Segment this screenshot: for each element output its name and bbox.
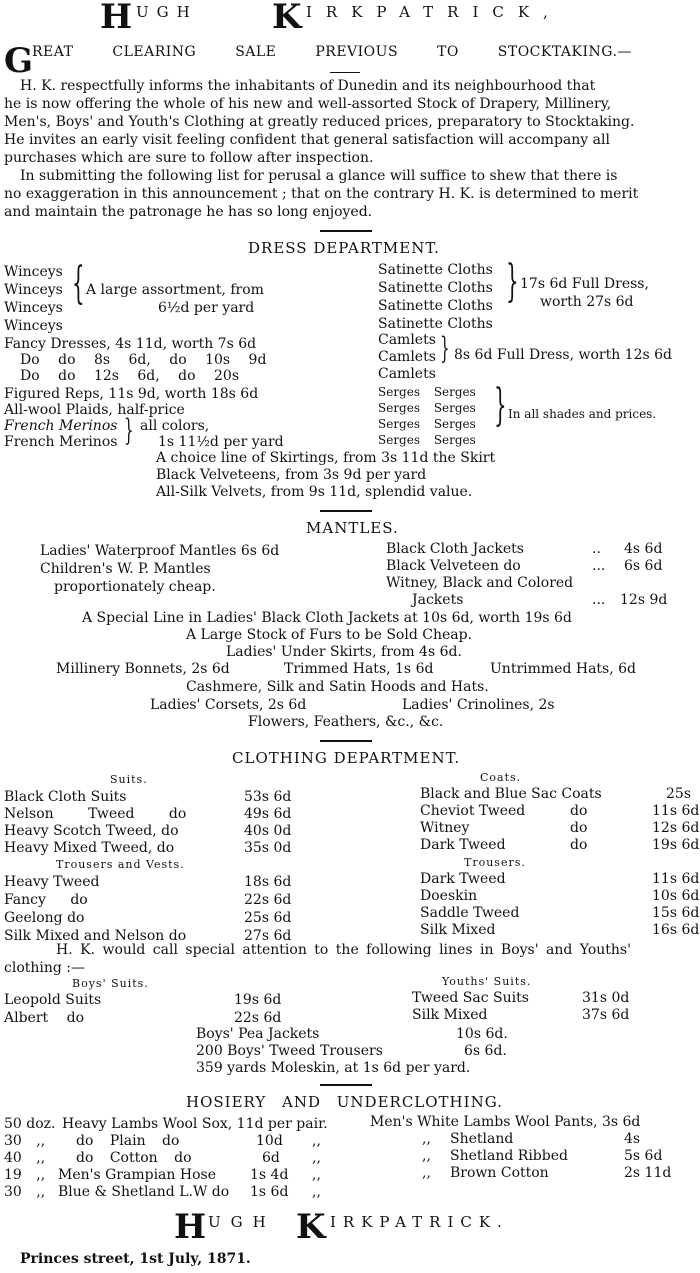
mantles-right-price: 6s 6d bbox=[624, 558, 663, 574]
trousers-price: 11s 6d bbox=[652, 871, 700, 887]
boys-price: 19s 6d bbox=[234, 992, 282, 1008]
witney-dots: ... bbox=[592, 592, 606, 608]
divider bbox=[320, 230, 372, 232]
merinos-desc: all colors, bbox=[140, 418, 210, 434]
satinette-desc: worth 27s 6d bbox=[540, 294, 634, 310]
winceys-item: Winceys bbox=[4, 282, 63, 298]
pants-label: Shetland bbox=[450, 1131, 514, 1147]
merinos-desc: 1s 11½d per yard bbox=[158, 434, 284, 450]
pants-price: 4s bbox=[624, 1131, 641, 1147]
trousers-label: Silk Mixed bbox=[420, 922, 496, 938]
coat-price: 12s 6d bbox=[652, 820, 700, 836]
winceys-desc: 6½d per yard bbox=[158, 300, 255, 316]
coat-do: do bbox=[570, 803, 588, 819]
camlets-item: Camlets bbox=[378, 366, 436, 382]
coat-price: 19s 6d bbox=[652, 837, 700, 853]
witney-line: Jackets bbox=[412, 592, 464, 608]
satinette-item: Satinette Cloths bbox=[378, 316, 493, 332]
header-ugh: UGH bbox=[136, 3, 198, 21]
flowers-line: Flowers, Feathers, &c., &c. bbox=[248, 714, 444, 730]
coat-label: Cheviot Tweed bbox=[420, 803, 526, 819]
mantles-right-dots: .. bbox=[592, 541, 601, 557]
camlets-desc: 8s 6d Full Dress, worth 12s 6d bbox=[454, 347, 672, 363]
header-initial-k: K bbox=[272, 0, 302, 37]
suit-label: Nelson Tweed do bbox=[4, 806, 187, 822]
footer-irkpatrick: IRKPATRICK. bbox=[330, 1213, 509, 1231]
brace-icon: } bbox=[494, 380, 507, 431]
tv-price: 25s 6d bbox=[244, 910, 292, 926]
winceys-item: Winceys bbox=[4, 264, 63, 280]
hosiery-price: 10d bbox=[256, 1133, 283, 1149]
mantles-left-line: Children's W. P. Mantles bbox=[40, 561, 211, 577]
satinette-item: Satinette Cloths bbox=[378, 280, 493, 296]
header-initial-h: H bbox=[100, 0, 133, 37]
mantles-right-label: Black Velveteen do bbox=[386, 558, 521, 574]
youths-subtitle: Youths' Suits. bbox=[442, 975, 532, 988]
hosiery-label: Heavy Lambs Wool Sox, 11d per pair. bbox=[62, 1116, 328, 1132]
suit-price: 49s 6d bbox=[244, 806, 292, 822]
suit-label: Black Cloth Suits bbox=[4, 789, 127, 805]
hosiery-price: 1s 6d bbox=[250, 1184, 289, 1200]
special-line: A Special Line in Ladies' Black Cloth Jackets at 10s 6d, worth 19s 6d bbox=[82, 610, 572, 626]
trousers-price: 10s 6d bbox=[652, 888, 700, 904]
french-merinos: French Merinos bbox=[4, 418, 118, 434]
extra-label: Boys' Pea Jackets bbox=[196, 1026, 320, 1042]
pants-mark: ,, bbox=[422, 1131, 431, 1147]
pants-price: 5s 6d bbox=[624, 1148, 663, 1164]
extra-price: 6s 6d. bbox=[464, 1043, 507, 1059]
coat-do: do bbox=[570, 837, 588, 853]
youths-price: 37s 6d bbox=[582, 1007, 630, 1023]
footer-initial-k: K bbox=[296, 1207, 326, 1247]
mantles-title: MANTLES. bbox=[306, 519, 399, 537]
pants-mark: ,, bbox=[422, 1165, 431, 1181]
pants-head: Men's White Lambs Wool Pants, 3s 6d bbox=[370, 1114, 641, 1130]
serges-item: Serges Serges bbox=[378, 385, 476, 399]
footer-ugh: UGH bbox=[208, 1213, 276, 1231]
trousers-label: Doeskin bbox=[420, 888, 478, 904]
tv-label: Silk Mixed and Nelson do bbox=[4, 928, 187, 944]
sale-heading: REAT CLEARING SALE PREVIOUS TO STOCKTAKING.— bbox=[32, 44, 632, 60]
pants-mark: ,, bbox=[422, 1148, 431, 1164]
boys-price: 22s 6d bbox=[234, 1010, 282, 1026]
all-wool-plaids: All-wool Plaids, half-price bbox=[4, 402, 185, 418]
velveteens-line: Black Velveteens, from 3s 9d per yard bbox=[156, 467, 427, 483]
intro-line: purchases which are sure to follow after inspection. bbox=[4, 150, 374, 166]
coat-label: Dark Tweed bbox=[420, 837, 506, 853]
hosiery-qty: 50 doz. bbox=[4, 1116, 56, 1132]
brace-icon: { bbox=[72, 258, 85, 309]
suit-label: Heavy Mixed Tweed, do bbox=[4, 840, 175, 856]
brace-icon: } bbox=[440, 331, 450, 366]
hosiery-mark: ,, bbox=[312, 1167, 321, 1183]
trousers-price: 15s 6d bbox=[652, 905, 700, 921]
intro-line: he is now offering the whole of his new and well-assorted Stock of Drapery, Millinery, bbox=[4, 96, 612, 112]
fancy-dress-line: Do do 8s 6d, do 10s 9d bbox=[20, 352, 267, 368]
hoods-line: Cashmere, Silk and Satin Hoods and Hats. bbox=[186, 679, 489, 695]
satinette-item: Satinette Cloths bbox=[378, 262, 493, 278]
brace-icon: } bbox=[506, 256, 519, 307]
crinolines-line: Ladies' Crinolines, 2s bbox=[402, 697, 555, 713]
clothing-title: CLOTHING DEPARTMENT. bbox=[232, 749, 461, 767]
pants-label: Shetland Ribbed bbox=[450, 1148, 568, 1164]
trousers-label: Dark Tweed bbox=[420, 871, 506, 887]
velvets-line: All-Silk Velvets, from 9s 11d, splendid value. bbox=[156, 484, 473, 500]
hosiery-mark: ,, bbox=[312, 1133, 321, 1149]
tv-label: Heavy Tweed bbox=[4, 874, 100, 890]
tv-price: 27s 6d bbox=[244, 928, 292, 944]
hosiery-price: 1s 4d bbox=[250, 1167, 289, 1183]
footer-address: Princes street, 1st July, 1871. bbox=[20, 1251, 251, 1267]
sale-initial: G bbox=[4, 41, 34, 81]
witney-price: 12s 9d bbox=[620, 592, 668, 608]
intro-line: In submitting the following list for perusal a glance will suffice to shew that there is bbox=[20, 168, 618, 184]
coat-price: 11s 6d bbox=[652, 803, 700, 819]
tv-price: 22s 6d bbox=[244, 892, 292, 908]
hosiery-qty: 30 ,, bbox=[4, 1133, 46, 1149]
camlets-item: Camlets bbox=[378, 332, 436, 348]
coat-price: 25s bbox=[666, 786, 691, 802]
tv-price: 18s 6d bbox=[244, 874, 292, 890]
brace-icon: } bbox=[124, 413, 134, 448]
tv-label: Fancy do bbox=[4, 892, 88, 908]
winceys-desc: A large assortment, from bbox=[86, 282, 264, 298]
tv-label: Geelong do bbox=[4, 910, 85, 926]
satinette-item: Satinette Cloths bbox=[378, 298, 493, 314]
suit-price: 40s 0d bbox=[244, 823, 292, 839]
hosiery-label: do Plain do bbox=[76, 1133, 180, 1149]
intro-line: H. K. respectfully informs the inhabitants of Dunedin and its neighbourhood that bbox=[20, 78, 596, 94]
suit-label: Heavy Scotch Tweed, do bbox=[4, 823, 179, 839]
fancy-dress-line: Fancy Dresses, 4s 11d, worth 7s 6d bbox=[4, 336, 257, 352]
boys-label: Leopold Suits bbox=[4, 992, 102, 1008]
winceys-item: Winceys bbox=[4, 318, 63, 334]
hosiery-qty: 19 ,, bbox=[4, 1167, 46, 1183]
pants-price: 2s 11d bbox=[624, 1165, 672, 1181]
youths-label: Tweed Sac Suits bbox=[412, 990, 529, 1006]
skirtings-line: A choice line of Skirtings, from 3s 11d the Skirt bbox=[156, 450, 496, 466]
suit-price: 35s 0d bbox=[244, 840, 292, 856]
camlets-item: Camlets bbox=[378, 349, 436, 365]
witney-line: Witney, Black and Colored bbox=[386, 575, 574, 591]
under-skirts-line: Ladies' Under Skirts, from 4s 6d. bbox=[226, 644, 462, 660]
youths-label: Silk Mixed bbox=[412, 1007, 488, 1023]
corsets-line: Ladies' Corsets, 2s 6d bbox=[150, 697, 307, 713]
trousers-price: 16s 6d bbox=[652, 922, 700, 938]
intro-line: no exaggeration in this announcement ; that on the contrary H. K. is determined to merit bbox=[4, 186, 639, 202]
trimmed-hats: Trimmed Hats, 1s 6d bbox=[284, 661, 434, 677]
hosiery-qty: 30 ,, bbox=[4, 1184, 46, 1200]
moleskin-line: 359 yards Moleskin, at 1s 6d per yard. bbox=[196, 1060, 471, 1076]
serges-item: Serges Serges bbox=[378, 417, 476, 431]
footer-initial-h: H bbox=[174, 1207, 207, 1247]
furs-line: A Large Stock of Furs to be Sold Cheap. bbox=[186, 627, 473, 643]
suits-subtitle: Suits. bbox=[110, 773, 148, 786]
serges-desc: In all shades and prices. bbox=[508, 407, 657, 421]
hosiery-title: HOSIERY AND UNDERCLOTHING. bbox=[186, 1093, 503, 1111]
extra-label: 200 Boys' Tweed Trousers bbox=[196, 1043, 383, 1059]
boys-label: Albert do bbox=[4, 1010, 84, 1026]
hosiery-price: 6d bbox=[262, 1150, 280, 1166]
untrimmed-hats: Untrimmed Hats, 6d bbox=[490, 661, 636, 677]
fancy-dress-line: Do do 12s 6d, do 20s bbox=[20, 368, 240, 384]
mantles-left-line: proportionately cheap. bbox=[54, 579, 216, 595]
trousers-label: Saddle Tweed bbox=[420, 905, 520, 921]
hosiery-label: Blue & Shetland L.W do bbox=[58, 1184, 230, 1200]
dress-title: DRESS DEPARTMENT. bbox=[248, 239, 440, 257]
millinery-bonnets: Millinery Bonnets, 2s 6d bbox=[56, 661, 230, 677]
suit-price: 53s 6d bbox=[244, 789, 292, 805]
divider bbox=[330, 72, 360, 73]
extra-price: 10s 6d. bbox=[456, 1026, 508, 1042]
coats-subtitle: Coats. bbox=[480, 771, 522, 784]
divider bbox=[320, 510, 372, 512]
trousers-subtitle: Trousers. bbox=[464, 856, 526, 869]
trousers-vests-subtitle: Trousers and Vests. bbox=[56, 858, 185, 871]
pants-label: Brown Cotton bbox=[450, 1165, 549, 1181]
hosiery-label: Men's Grampian Hose bbox=[58, 1167, 216, 1183]
mantles-left-line: Ladies' Waterproof Mantles 6s 6d bbox=[40, 543, 280, 559]
mantles-right-dots: ... bbox=[592, 558, 606, 574]
header-irkpatrick: IRKPATRICK, bbox=[306, 3, 562, 21]
divider bbox=[320, 1084, 372, 1086]
french-merinos: French Merinos bbox=[4, 434, 118, 450]
hosiery-mark: ,, bbox=[312, 1150, 321, 1166]
youths-price: 31s 0d bbox=[582, 990, 630, 1006]
serges-item: Serges Serges bbox=[378, 401, 476, 415]
intro-line: He invites an early visit feeling confident that general satisfaction will accompany all bbox=[4, 132, 610, 148]
hosiery-label: do Cotton do bbox=[76, 1150, 192, 1166]
intro-line: and maintain the patronage he has so long enjoyed. bbox=[4, 204, 373, 220]
divider bbox=[320, 740, 372, 742]
figured-reps: Figured Reps, 11s 9d, worth 18s 6d bbox=[4, 386, 259, 402]
coat-label: Black and Blue Sac Coats bbox=[420, 786, 602, 802]
mantles-right-price: 4s 6d bbox=[624, 541, 663, 557]
coat-label: Witney bbox=[420, 820, 470, 836]
coat-do: do bbox=[570, 820, 588, 836]
attention-line: H. K. would call special attention to the following lines in Boys' and Youths' bbox=[56, 942, 631, 958]
hosiery-mark: ,, bbox=[312, 1184, 321, 1200]
attention-line: clothing :— bbox=[4, 960, 86, 976]
serges-item: Serges Serges bbox=[378, 433, 476, 447]
hosiery-qty: 40 ,, bbox=[4, 1150, 46, 1166]
mantles-right-label: Black Cloth Jackets bbox=[386, 541, 524, 557]
boys-subtitle: Boys' Suits. bbox=[72, 977, 149, 990]
winceys-item: Winceys bbox=[4, 300, 63, 316]
satinette-desc: 17s 6d Full Dress, bbox=[520, 276, 649, 292]
intro-line: Men's, Boys' and Youth's Clothing at greatly reduced prices, preparatory to Stocktaking. bbox=[4, 114, 635, 130]
